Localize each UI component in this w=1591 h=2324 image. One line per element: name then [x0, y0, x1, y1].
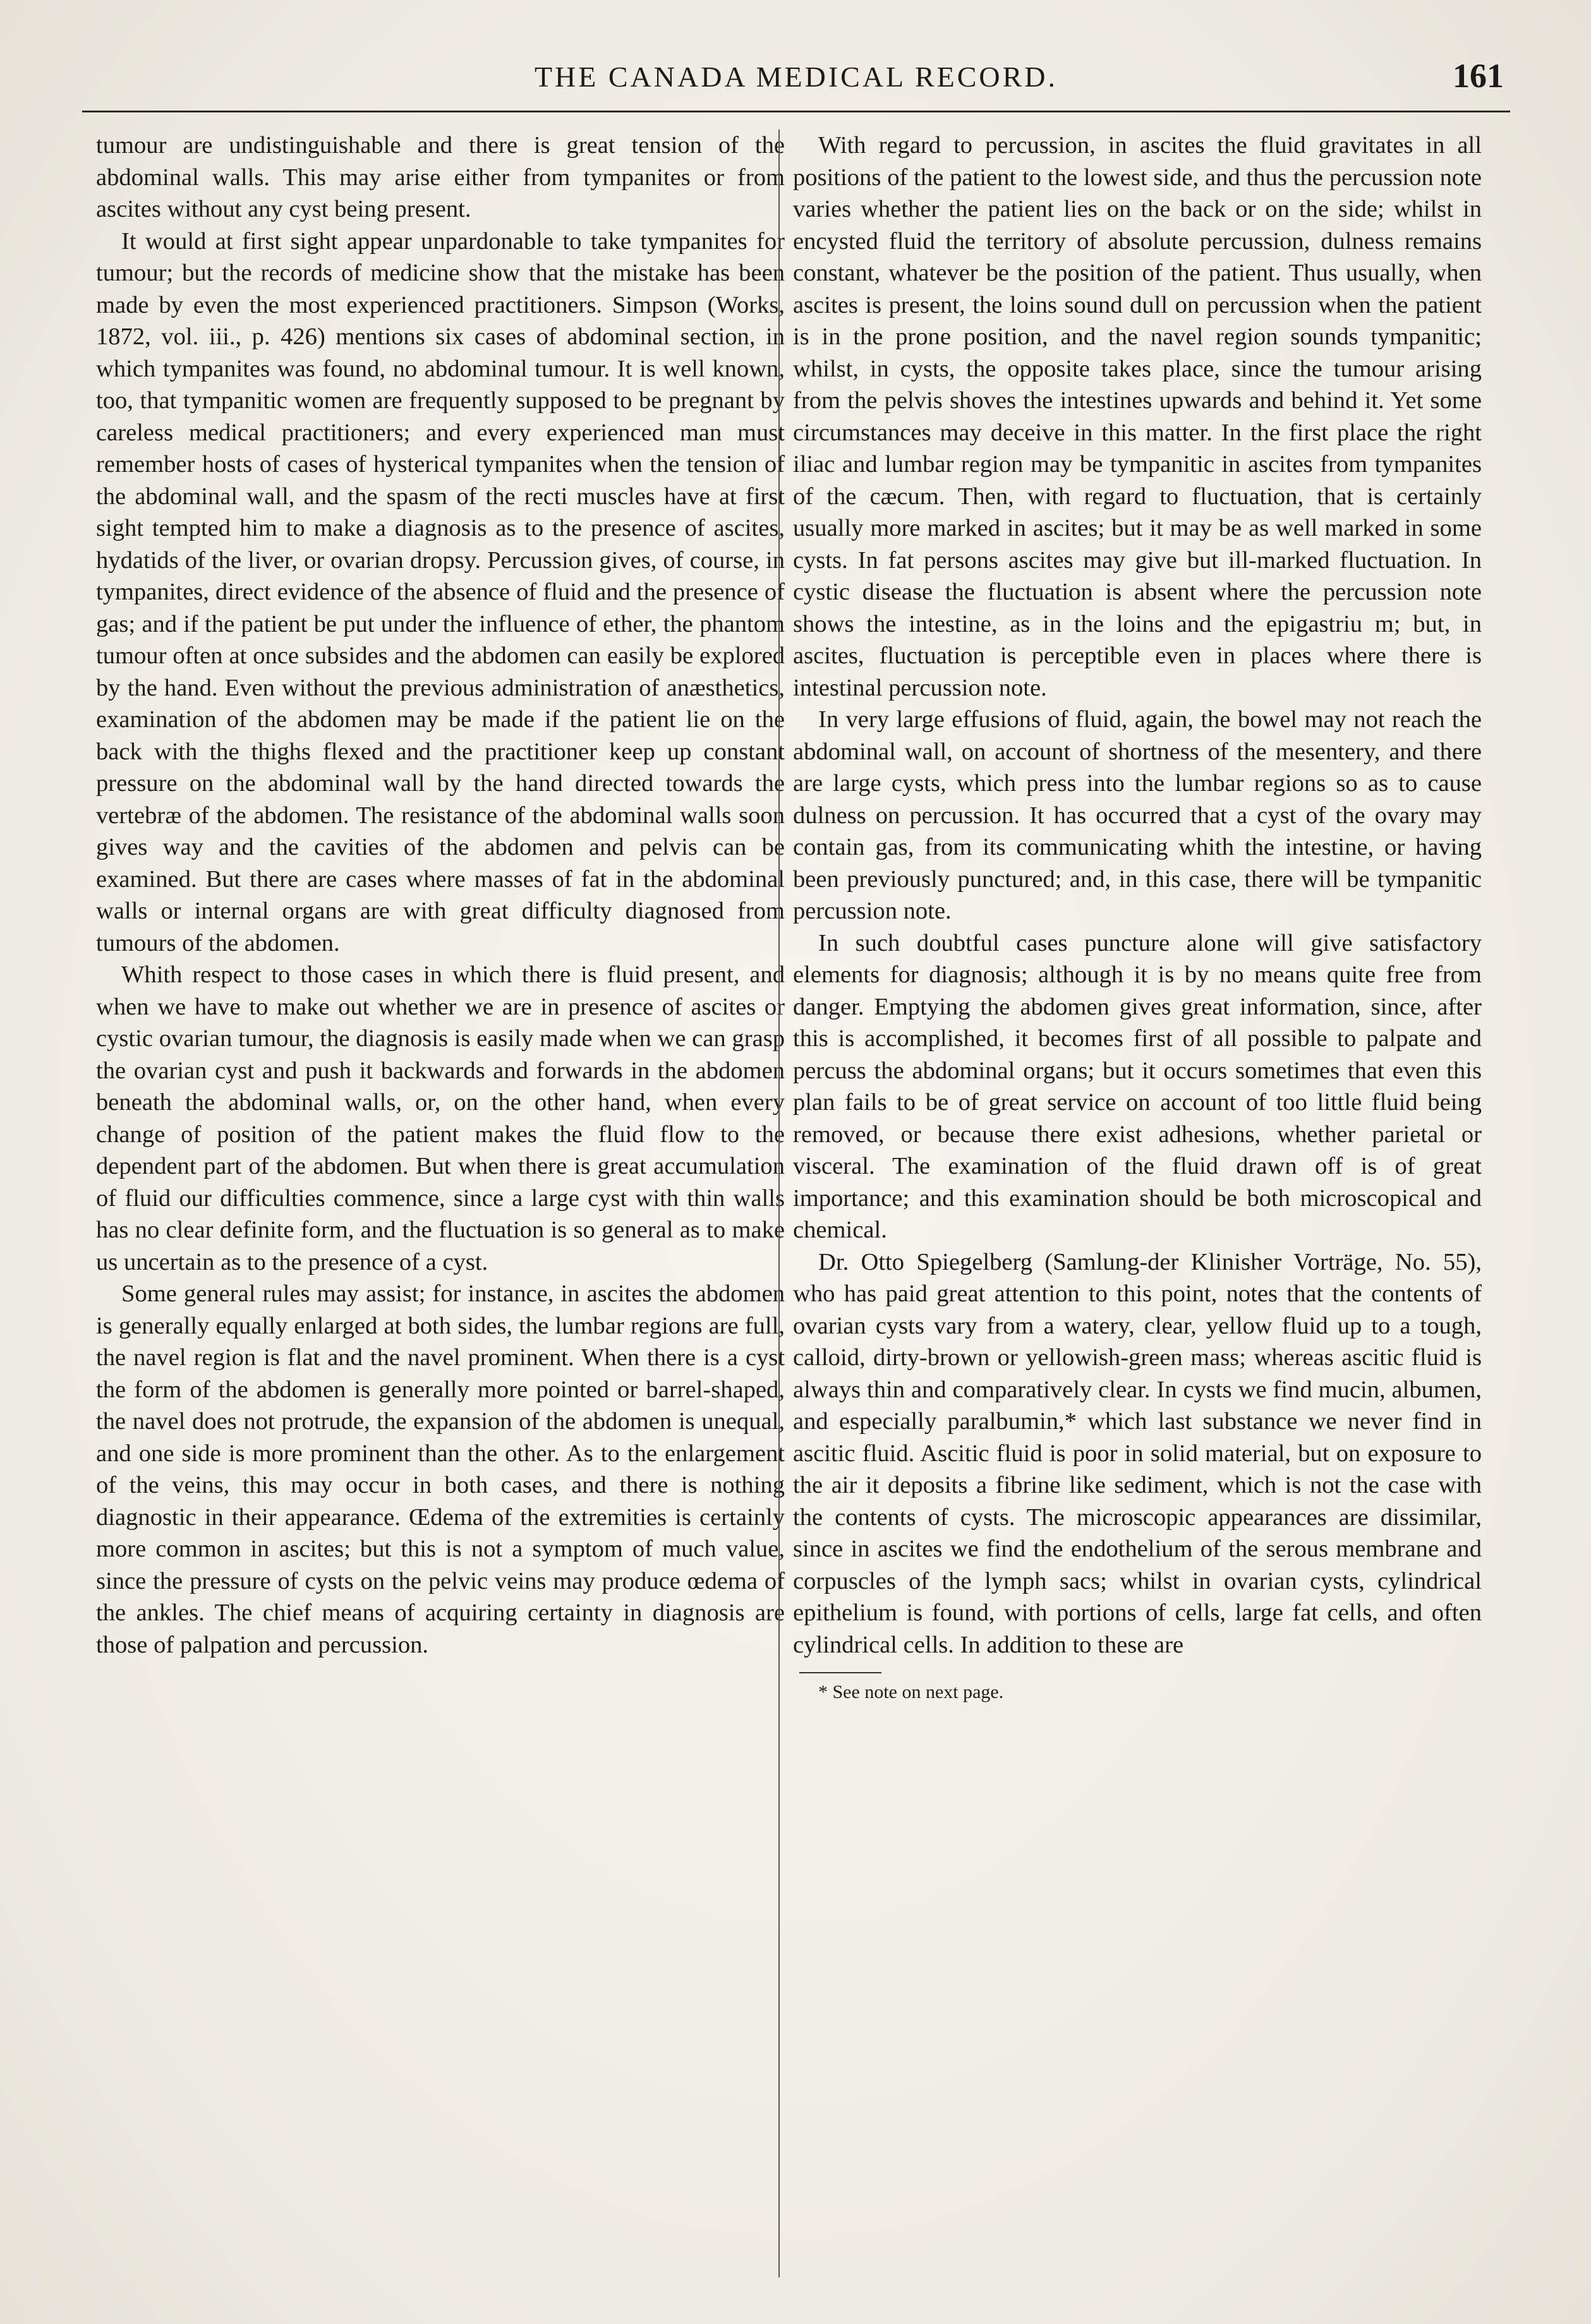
- footnote: * See note on next page.: [818, 1682, 1004, 1702]
- header-rule: [82, 111, 1510, 112]
- journal-title: THE CANADA MEDICAL RECORD.: [534, 61, 1058, 93]
- paragraph: In very large effusions of fluid, again, the bowel may not reach the abdominal wall, on account of shortness of the mesentery, and there are large cysts, which press into the lumbar regions so as to cause dulness on percussion. It has occurred that a cyst of the ovary may contain gas, from its communicating whith the intestine, or having been previously punctured; and, in this case, there will be tympanitic percussion note.: [793, 706, 1482, 924]
- paragraph: With regard to percussion, in ascites the fluid gravitates in all positions of the patient to the lowest side, and thus the percussion note varies whether the patient lies on the back or on the side; whilst in encysted fluid the territory of absolute percussion, dulness remains constant, whatever be the position of the patient. Thus usually, when ascites is present, the loins sound dull on percussion when the patient is in the prone position, and the navel region sounds tympanitic; whilst, in cysts, the opposite takes place, since the tumour arising from the pelvis shoves the intestines upwards and behind it. Yet some circumstances may deceive in this matter. In the first place the right iliac and lumbar region may be tympanitic in ascites from tympanites of the cæcum. Then, with regard to fluctuation, that is certainly usually more marked in ascites; but it may be as well marked in some cysts. In fat persons ascites may give but ill-marked fluctuation. In cystic disease the fluctuation is absent where the percussion note shows the intestine, as in the loins and the epigastriu m; but, in ascites, fluctuation is perceptible even in places where there is intestinal percussion note.: [793, 132, 1482, 701]
- paragraph: It would at first sight appear unpardonable to take tympanites for tumour; but the records of medicine show that the mistake has been made by even the most experienced practitioners. Simpson (Works, 1872, vol. iii., p. 426) mentions six cases of abdominal section, in which tympanites was found, no abdominal tumour. It is well known, too, that tympanitic women are frequently supposed to be pregnant by careless medical practitioners; and every experienced man must remember hosts of cases of hysterical tympanites when the tension of the abdominal wall, and the spasm of the recti muscles have at first sight tempted him to make a diagnosis as to the presence of ascites, hydatids of the liver, or ovarian dropsy. Percussion gives, of course, in tympanites, direct evidence of the absence of fluid and the presence of gas; and if the patient be put under the influence of ether, the phantom tumour often at once subsides and the abdomen can easily be explored by the hand. Even without the previous administration of anæsthetics, examination of the abdomen may be made if the patient lie on the back with the thighs flexed and the practitioner keep up constant pressure on the abdominal wall by the hand directed towards the vertebræ of the abdomen. The resistance of the abdominal walls soon gives way and the cavities of the abdomen and pelvis can be examined. But there are cases where masses of fat in the abdominal walls or internal organs are with great difficulty diagnosed from tumours of the abdomen.: [96, 227, 785, 956]
- page-number: 161: [1453, 57, 1504, 95]
- page-header: [88, 57, 1504, 104]
- paragraph: In such doubtful cases puncture alone will give satisfactory elements for diagnosis; although it is by no means quite free from danger. Emptying the abdomen gives great information, since, after this is accomplished, it becomes first of all possible to palpate and percuss the abdominal organs; but it occurs sometimes that even this plan fails to be of great service on account of too little fluid being removed, or because there exist adhesions, whether parietal or visceral. The examination of the fluid drawn off is of great importance; and this examination should be both microscopical and chemical.: [793, 929, 1482, 1243]
- right-column: [793, 129, 1482, 1705]
- paragraph: Dr. Otto Spiegelberg (Samlung-der Klinisher Vorträge, No. 55), who has paid great attention to this point, notes that the contents of ovarian cysts vary from a watery, clear, yellow fluid up to a tough, calloid, dirty-brown or yellowish-green mass; whereas ascitic fluid is always thin and comparatively clear. In cysts we find mucin, albumen, and especially paralbumin,* which last substance we never find in ascitic fluid. Ascitic fluid is poor in solid material, but on exposure to the air it deposits a fibrine like sediment, which is not the case with the contents of cysts. The microscopic appearances are dissimilar, since in ascites we find the endothelium of the serous membrane and corpuscles of the lymph sacs; whilst in ovarian cysts, cylindrical epithelium is found, with portions of cells, large fat cells, and often cylindrical cells. In addition to these are: [793, 1248, 1482, 1658]
- paragraph: tumour are undistinguishable and there is great tension of the abdominal walls. This may arise either from tympanites or from ascites without any cyst being present.: [96, 132, 785, 222]
- left-column: [96, 129, 785, 1661]
- column-divider: [778, 129, 780, 2277]
- paragraph: Some general rules may assist; for instance, in ascites the abdomen is generally equally enlarged at both sides, the lumbar regions are full, the navel region is flat and the navel prominent. When there is a cyst the form of the abdomen is generally more pointed or barrel-shaped, the navel does not protrude, the expansion of the abdomen is unequal, and one side is more prominent than the other. As to the enlargement of the veins, this may occur in both cases, and there is nothing diagnostic in their appearance. Œdema of the extremities is certainly more common in ascites; but this is not a symptom of much value, since the pressure of cysts on the pelvic veins may produce œdema of the ankles. The chief means of acquiring certainty in diagnosis are those of palpation and percussion.: [96, 1280, 785, 1658]
- footnote-rule: [799, 1672, 881, 1673]
- paragraph: Whith respect to those cases in which there is fluid present, and when we have to make out whether we are in presence of ascites or cystic ovarian tumour, the diagnosis is easily made when we can grasp the ovarian cyst and push it backwards and forwards in the abdomen beneath the abdominal walls, or, on the other hand, when every change of position of the patient makes the fluid flow to the dependent part of the abdomen. But when there is great accumulation of fluid our difficulties commence, since a large cyst with thin walls has no clear definite form, and the fluctuation is so general as to make us uncertain as to the presence of a cyst.: [96, 961, 785, 1275]
